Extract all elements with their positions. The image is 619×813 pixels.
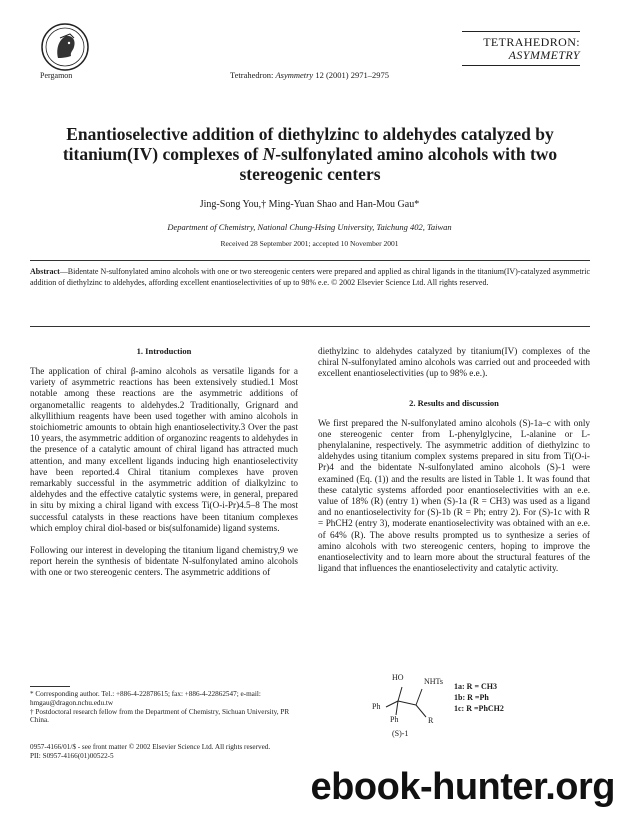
results-heading: 2. Results and discussion [409, 397, 499, 408]
article-title: Enantioselective addition of diethylzinc to aldehydes catalyzed by titanium(IV) complexes of N-sulfonylated amino alcohols with two stereogenic centers [62, 124, 558, 184]
structure-ph1: Ph [372, 702, 381, 711]
legend-1c: 1c: R =PhCH2 [454, 704, 504, 713]
intro-heading: 1. Introduction [136, 346, 192, 356]
journal-title-box [462, 31, 580, 66]
publisher-name: Pergamon [40, 71, 73, 80]
abstract-label: Abstract [30, 267, 60, 276]
structure-ph2: Ph [390, 715, 399, 724]
results-paragraph-1: We first prepared the N-sulfonylated amino alcohols (S)-1a–c with only one stereogenic center from L-phenylglycine, L-alanine or L-phenylalanine, respectively. The asymmetric addition of diethylzinc to aldehydes using titanium complex systems prepared in situ from Ti(O-i-Pr)4 and the bidentate N-sulfonylated amino alcohols (S)-1 were examined (Eq. (1)) and the results are listed in Table 1. It was found that these catalytic systems afforded poor enantioselectivities with an e.e. value of 18% (R) (entry 1) when (S)-1a (R = CH3) was used as a ligand and no enantioselectivity for (S)-1b (R = Ph; entry 2). For (S)-1c with R = PhCH2 (entry 3), moderate enantioselectivity was obtained with an e.e. of 64% (R). The above results prompted us to synthesize a series of amino alcohols with two stereogenic centers, hoping to improve the enantioselectivity and to learn more about the structural features of the ligand that influences the enantioselectivity and catalytic activity. [318, 417, 590, 574]
right-paragraph-1: diethylzinc to aldehydes catalyzed by titanium(IV) complexes of the chiral N-sulfonylated amino alcohols was carried out and proceeded with excellent enantioselectivities (up to 98% e.e.). [318, 346, 590, 379]
structure-nhts: NHTs [424, 677, 443, 686]
footnotes [30, 690, 298, 725]
intro-paragraph-1: The application of chiral β-amino alcohols as versatile ligands for a variety of asymmetric reactions has been extensively studied.1 Most notable among these reactions are the asymmetric additions of organometallic reagents to aldehydes.2 Traditionally, Grignard and alkyllithium reagents have been used together with amino alcohols in stoichiometric amounts to obtain high enantioselectivity.3 Over the past 10 years, the asymmetric addition of organozinc reagents to aldehydes in the presence of a catalytic amount of chiral ligand has attracted much attention, and many excellent ligands inducing high enantioselectivity have been reported.4 Chiral titanium complexes have proven remarkably successful in the asymmetric addition of dialkylzinc to aldehydes and the effective catalytic systems were, in general, prepared in situ by mixing a chiral ligand with excess Ti(O-i-Pr)4.5–8 The most successful catalysts in these reactions have been titanium complexes which employ chiral diol-based or bis(sulfonamide) ligand systems. [30, 366, 298, 533]
abstract-bottom-rule [30, 326, 590, 327]
legend-1b: 1b: R =Ph [454, 693, 489, 702]
legend-1a: 1a: R = CH3 [454, 682, 497, 691]
structure-oh: HO [392, 673, 404, 682]
abstract [30, 266, 590, 288]
structure-label: (S)-1 [392, 729, 409, 738]
copyright-block [30, 743, 270, 761]
structure-r: R [428, 716, 434, 725]
footnote-postdoc: † Postdoctoral research fellow from the Department of Chemistry, Sichuan University, PR China. [30, 707, 290, 725]
article-authors: Jing-Song You,† Ming-Yuan Shao and Han-Mou Gau* [199, 199, 420, 210]
footnote-rule [30, 686, 70, 687]
journal-reference: Tetrahedron: Asymmetry 12 (2001) 2971–2975 [230, 70, 389, 80]
elsevier-emblem-icon [40, 22, 90, 72]
journal-box-line1: TETRAHEDRON: [483, 35, 580, 49]
footnote-corresponding: * Corresponding author. Tel.: +886-4-22878615; fax: +886-4-22862547; e-mail: hmgau@dragon.nchu.edu.tw [30, 690, 261, 707]
received-dates: Received 28 September 2001; accepted 10 November 2001 [220, 239, 399, 248]
left-column [30, 346, 298, 579]
article-affiliation: Department of Chemistry, National Chung-Hsing University, Taichung 402, Taiwan [167, 222, 452, 232]
publisher-logo [40, 22, 90, 72]
chemical-structure [372, 667, 592, 745]
copyright-line1: 0957-4166/01/$ - see front matter © 2002 Elsevier Science Ltd. All rights reserved. [30, 743, 271, 751]
abstract-top-rule [30, 260, 590, 261]
structure-legend [454, 681, 504, 714]
copyright-line2: PII: S0957-4166(01)00522-5 [30, 752, 114, 760]
journal-box-line2: ASYMMETRY [508, 48, 580, 62]
intro-paragraph-2: Following our interest in developing the titanium ligand chemistry,9 we report herein the synthesis of bidentate N-sulfonylated amino alcohols with one or two stereogenic centers. The asymmetric additions of [30, 545, 298, 578]
right-column [318, 346, 590, 574]
watermark-text: ebook-hunter.org [310, 766, 615, 808]
abstract-text: —Bidentate N-sulfonylated amino alcohols with one or two stereogenic centers were prepared and applied as chiral ligands in the titanium(IV)-catalyzed asymmetric addition of diethylzinc to aldehydes, affording excellent enantioselectivities of up to 98% e.e. © 2002 Elsevier Science Ltd. All rights reserved. [30, 267, 590, 287]
